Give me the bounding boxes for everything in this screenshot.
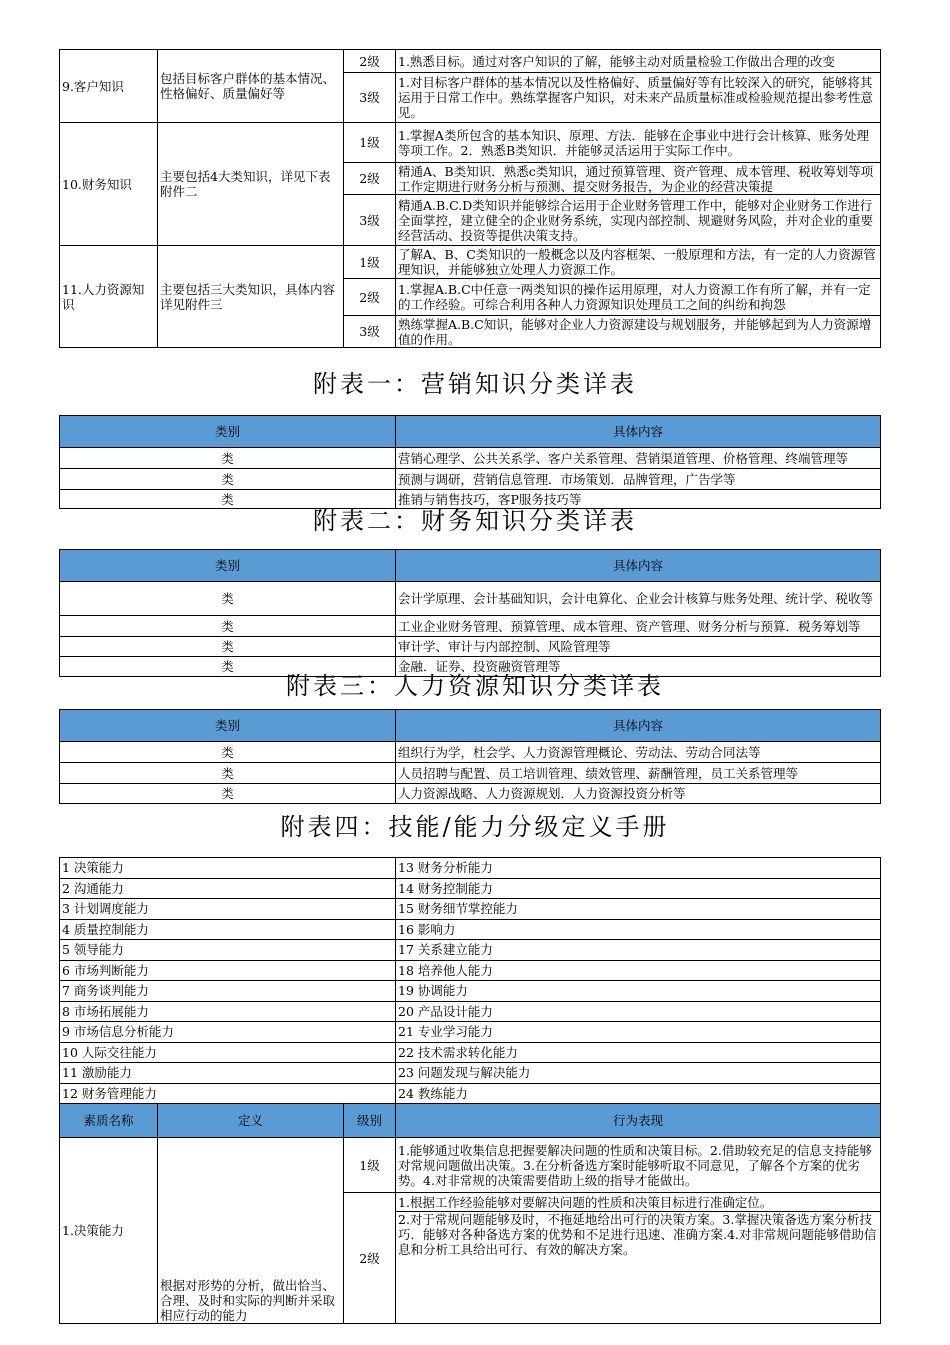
content-cell: 审计学、审计与内部控制、风险管理等 <box>396 637 881 657</box>
ability-list-item: 5 领导能力 <box>60 940 396 961</box>
level-cell: 2级 <box>344 163 396 195</box>
ability-definition-table <box>59 1103 881 1324</box>
competency-desc: 包括目标客户群体的基本情况、性格偏好、质量偏好等 <box>158 50 344 123</box>
content-cell: 组织行为学，杜会学、人力资源管理概论、劳动法、劳动合同法等 <box>396 742 881 763</box>
level-text: 1.对目标客户群体的基本情况以及性格偏好、质量偏好等有比较深入的研究，能够将其运用于日常工作中。熟练掌握客户知识，对未来产品质量标准或检验规范提出参考性意见。 <box>396 73 881 123</box>
appendix1-table <box>59 415 881 509</box>
category-cell: 类 <box>60 637 396 657</box>
level-cell: 1级 <box>344 123 396 163</box>
ability-list-item: 16 影响力 <box>396 919 881 940</box>
knowledge-level-table <box>59 49 881 348</box>
category-cell: 类 <box>60 582 396 616</box>
ability-list-item: 18 培养他人能力 <box>396 960 881 981</box>
ability-name: 1.决策能力 <box>60 1138 158 1324</box>
level-text: 1.熟悉目标。通过对客户知识的了解，能够主动对质量检验工作做出合理的改变 <box>396 50 881 73</box>
level-text: 1.掌握A类所包含的基本知识、原理、方法．能够在企事业中进行会计核算、账务处理等项工作。2．熟悉B类知识．并能够灵活运用于实际工作中。 <box>396 123 881 163</box>
content-cell: 工业企业财务管理、预算管理、成本管理、资产管理、财务分析与预算．税务筹划等 <box>396 616 881 637</box>
appendix2-table <box>59 549 881 677</box>
level-text: 精通A、B类知识．熟悉c类知识，通过预算管理、资产管理、成本管理、税收筹划等项工作定期进行财务分析与预测、提交财务报告，为企业的经营决策提 <box>396 163 881 195</box>
level-cell: 3级 <box>344 73 396 123</box>
category-cell: 类 <box>60 469 396 490</box>
column-header: 具体内容 <box>396 710 881 742</box>
ability-list-item: 12 财务管理能力 <box>60 1083 396 1104</box>
level-cell: 2级 <box>344 279 396 316</box>
competency-desc: 主要包括三大类知识，具体内容详见附件三 <box>158 246 344 348</box>
ability-list-item: 7 商务谈判能力 <box>60 981 396 1002</box>
column-header: 类别 <box>60 710 396 742</box>
ability-list-item: 21 专业学习能力 <box>396 1022 881 1043</box>
column-header: 级别 <box>344 1104 396 1138</box>
column-header: 具体内容 <box>396 416 881 448</box>
ability-list-item: 3 计划调度能力 <box>60 899 396 920</box>
appendix4-title: 附表四：技能/能力分级定义手册 <box>280 813 670 841</box>
column-header: 具体内容 <box>396 550 881 582</box>
ability-list-item: 6 市场判断能力 <box>60 960 396 981</box>
level-text: 熟练掌握A.B.C知识，能够对企业人力资源建设与规划服务，并能够起到为人力资源增值的作用。 <box>396 316 881 348</box>
level-cell: 3级 <box>344 195 396 246</box>
column-header: 定义 <box>158 1104 344 1138</box>
content-cell: 人员招聘与配置、员工培训管理、绩效管理、薪酬管理，员工关系管理等 <box>396 763 881 784</box>
ability-list-item: 24 教练能力 <box>396 1083 881 1104</box>
ability-list-item: 8 市场拓展能力 <box>60 1001 396 1022</box>
ability-list-item: 10 人际交往能力 <box>60 1042 396 1063</box>
category-cell: 类 <box>60 448 396 469</box>
ability-list-item: 13 财务分析能力 <box>396 858 881 879</box>
ability-definition: 根据对形势的分析，做出恰当、合理、及时和实际的判断并采取相应行动的能力 <box>158 1138 344 1324</box>
ability-list-item: 11 激励能力 <box>60 1063 396 1084</box>
ability-list-item: 19 协调能力 <box>396 981 881 1002</box>
category-cell: 类 <box>60 490 396 509</box>
ability-list-table <box>59 857 881 1104</box>
ability-list-item: 15 财务细节掌控能力 <box>396 899 881 920</box>
category-cell: 类 <box>60 742 396 763</box>
competency-desc: 主要包括4大类知识，详见下表附件二 <box>158 123 344 246</box>
ability-list-item: 14 财务控制能力 <box>396 878 881 899</box>
level-cell: 1级 <box>344 1138 396 1193</box>
content-cell: 金融．证券、投资融资管理等 <box>396 657 881 677</box>
category-cell: 类 <box>60 784 396 804</box>
ability-list-item: 23 问题发现与解决能力 <box>396 1063 881 1084</box>
category-cell: 类 <box>60 763 396 784</box>
column-header: 类别 <box>60 416 396 448</box>
content-cell: 推销与销售技巧，客P服务技巧等 <box>396 490 881 509</box>
ability-list-item: 9 市场信息分析能力 <box>60 1022 396 1043</box>
level-cell: 2级 <box>344 1193 396 1324</box>
level-cell: 2级 <box>344 50 396 73</box>
level-cell: 1级 <box>344 246 396 279</box>
ability-list-item: 2 沟通能力 <box>60 878 396 899</box>
appendix1-title: 附表一：营销知识分类详表 <box>313 370 637 398</box>
ability-list-item: 1 决策能力 <box>60 858 396 879</box>
ability-list-item: 20 产品设计能力 <box>396 1001 881 1022</box>
level-text: 精通A.B.C.D类知识并能够综合运用于企业财务管理工作中，能够对企业财务工作进行全面掌控，建立健全的企业财务系统，实现内部控制、规避财务风险，并对企业的重要经营活动、投资等提供决策支持。 <box>396 195 881 246</box>
column-header: 类别 <box>60 550 396 582</box>
competency-name: 11.人力资源知识 <box>60 246 158 348</box>
content-cell: 会计学原理、会计基础知识，会计电算化、企业会计核算与账务处理、统计学、税收等 <box>396 582 881 616</box>
level-text: 1.能够通过收集信息把握要解决问题的性质和决策目标。2.借助较充足的信息支持能够对常规问题做出决策。3.在分析备选方案时能够听取不同意见，了解各个方案的优劣势。4.对非常规的决策需要借助上级的指导才能做出。 <box>396 1138 881 1193</box>
category-cell: 类 <box>60 616 396 637</box>
content-cell: 人力资源战略、人力资源规划．人力资源投资分析等 <box>396 784 881 804</box>
competency-name: 9.客户知识 <box>60 50 158 123</box>
appendix2-title: 附表二：财务知识分类详表 <box>313 507 637 535</box>
column-header: 行为表现 <box>396 1104 881 1138</box>
category-cell: 类 <box>60 657 396 677</box>
level-text: 2.对于常规问题能够及时，不拖延地给出可行的决策方案。3.掌握决策备选方案分析技巧．能够对各种备选方案的优势和不足进行迅速、准确方案.4.对非常规问题能够借助信息和分析工具给出可行、有效的解决方案。 <box>396 1212 881 1324</box>
content-cell: 营销心理学、公共关系学、客户关系管理、营销渠道管理、价格管理、终端管理等 <box>396 448 881 469</box>
level-cell: 3级 <box>344 316 396 348</box>
column-header: 素质名称 <box>60 1104 158 1138</box>
ability-list-item: 17 关系建立能力 <box>396 940 881 961</box>
content-cell: 预测与调研，营销信息管理．市场策划．品牌管理，广告学等 <box>396 469 881 490</box>
level-text: 了解A、B、C类知识的一般概念以及内容框架、一般原理和方法，有一定的人力资源管理知识，并能够独立处理人力资源工作。 <box>396 246 881 279</box>
level-text: 1.掌握A.B.C中任意一两类知识的操作运用原理，对人力资源工作有所了解，并有一定的工作经验。可综合利用各种人力资源知识处理员工之间的纠纷和拘怨 <box>396 279 881 316</box>
competency-name: 10.财务知识 <box>60 123 158 246</box>
ability-list-item: 22 技术需求转化能力 <box>396 1042 881 1063</box>
level-text: 1.根据工作经验能够对要解决问题的性质和决策目标进行准确定位。 <box>396 1193 881 1212</box>
appendix3-table <box>59 709 881 804</box>
appendix3-title: 附表三：人力资源知识分类详表 <box>286 672 664 700</box>
ability-list-item: 4 质量控制能力 <box>60 919 396 940</box>
